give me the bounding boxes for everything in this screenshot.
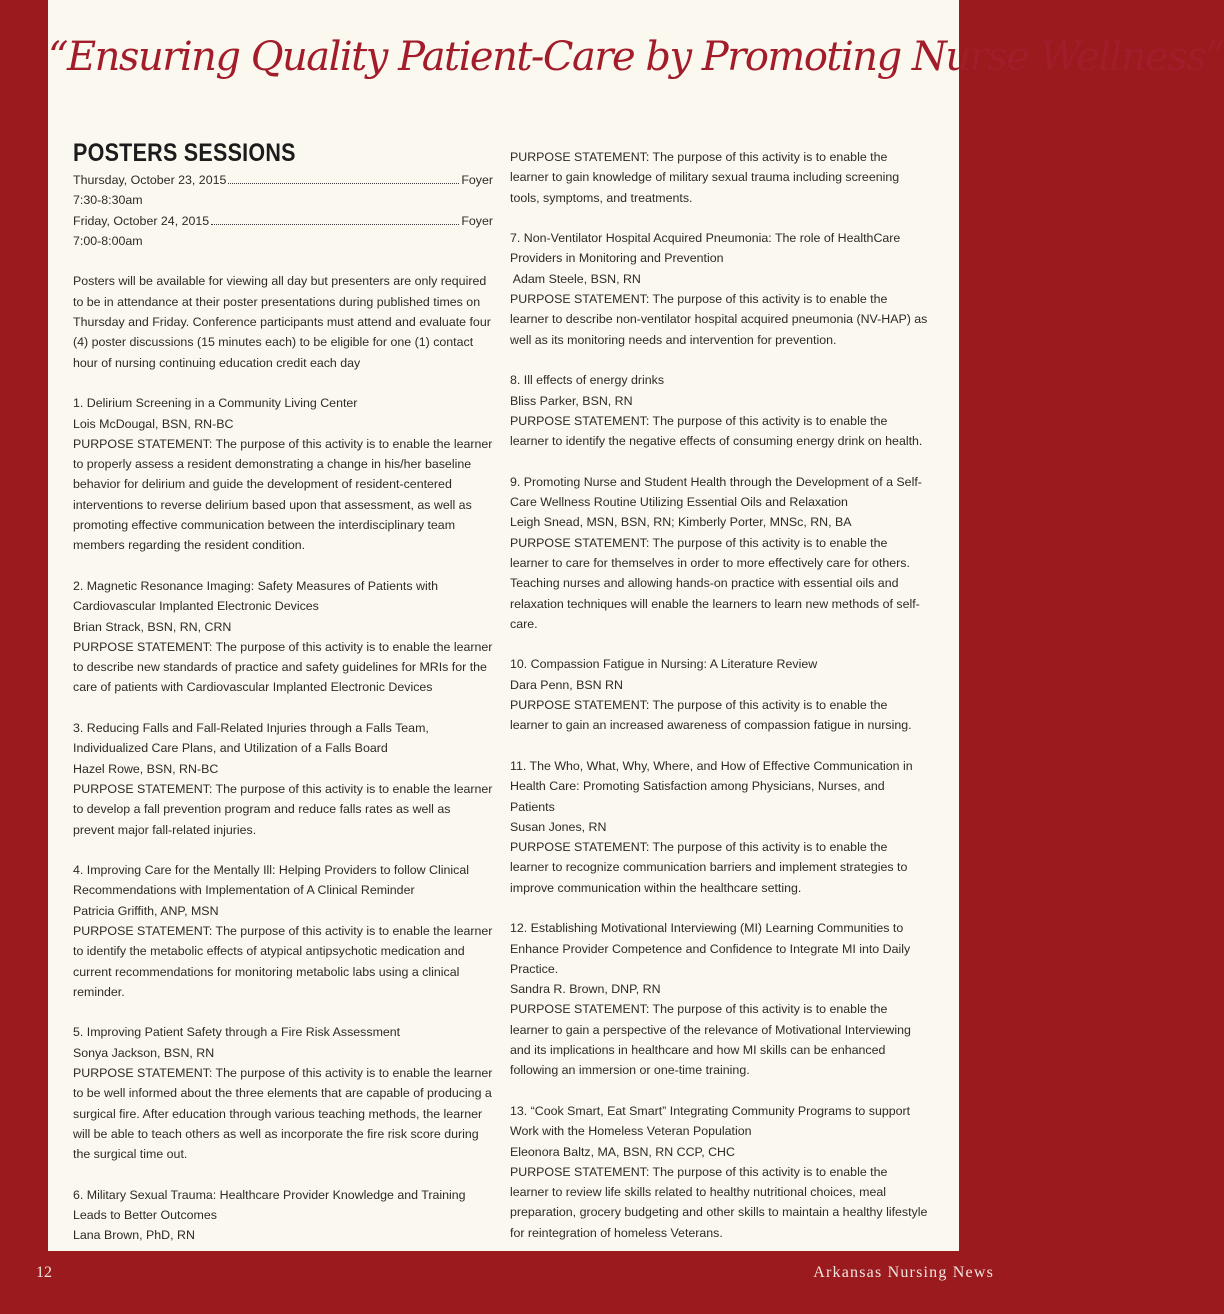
entry-purpose: PURPOSE STATEMENT: The purpose of this activity is to enable the learner to care for themselves in order to more effectively care for others. Teaching nurses and allowing hands-on practice with essential oils and relaxation techniques will enable the learners to learn new methods of self-care. [510,535,920,631]
poster-entry [73,860,493,1002]
entry-purpose: PURPOSE STATEMENT: The purpose of this activity is to enable the learner to describe non-ventilator hospital acquired pneumonia (NV-HAP) as well as its monitoring needs and intervention for prevention. [510,292,928,347]
entry-author: Brian Strack, BSN, RN, CRN [73,619,232,634]
poster-entry [73,1185,493,1246]
entry-title: 2. Magnetic Resonance Imaging: Safety Measures of Patients with Cardiovascular Implanted Electronic Devices [73,578,439,614]
schedule-row-friday [73,211,493,231]
entry-author: Leigh Snead, MSN, BSN, RN; Kimberly Porter, MNSc, RN, BA [510,515,852,530]
schedule-location: Foyer [461,173,493,187]
entry-author: Adam Steele, BSN, RN [510,271,641,286]
entry-title: 10. Compassion Fatigue in Nursing: A Literature Review [510,657,818,672]
left-entry-list [73,393,493,1245]
entry-author: Lana Brown, PhD, RN [73,1228,195,1243]
entry-purpose: PURPOSE STATEMENT: The purpose of this activity is to enable the learner to recognize communication barriers and implement strategies to improve communication within the healthcare setting. [510,840,908,895]
entry-author: Eleonora Baltz, MA, BSN, RN CCP, CHC [510,1144,735,1159]
poster-entry [510,147,928,208]
entry-author: Sandra R. Brown, DNP, RN [510,982,661,997]
schedule-time: 7:30-8:30am [73,193,143,208]
entry-purpose: PURPOSE STATEMENT: The purpose of this activity is to enable the learner to gain knowledge of military sexual trauma including screening tools, symptoms, and treatments. [510,150,900,205]
leader-dots [228,183,459,184]
entry-title: 13. “Cook Smart, Eat Smart” Integrating Community Programs to support Work with the Homeless Veteran Population [510,1103,911,1139]
left-column [73,138,493,1246]
entry-purpose: PURPOSE STATEMENT: The purpose of this activity is to enable the learner to properly assess a resident demonstrating a change in his/her baseline behavior for delirium and guide the development of resident-centered interventions to reverse delirium based upon that assessment, as well as promoting effective communication between the interdisciplinary team members regarding the resident condition. [73,436,493,553]
intro-paragraph: Posters will be available for viewing all day but presenters are only required to be in attendance at their poster presentations during published times on Thursday and Friday. Conference participants must attend and evaluate four (4) poster discussions (15 minutes each) to be eligible for one (1) contact hour of nursing continuing education credit each day [73,274,491,370]
poster-entry [73,718,493,840]
schedule-day: Friday, October 24, 2015 [73,213,210,228]
poster-entry [510,654,928,735]
entry-author: Bliss Parker, BSN, RN [510,393,633,408]
entry-title: 9. Promoting Nurse and Student Health through the Development of a Self-Care Wellness Routine Utilizing Essential Oils and Relaxation [510,474,922,510]
entry-author: Dara Penn, BSN RN [510,677,623,692]
schedule-location: Foyer [461,213,493,228]
entry-purpose: PURPOSE STATEMENT: The purpose of this activity is to enable the learner to gain a perspective of the relevance of Motivational Interviewing and its implications in healthcare and how MI skills can be enhanced following an immersion or one-time training. [510,1002,911,1078]
poster-entry [73,576,493,698]
entry-title: 5. Improving Patient Safety through a Fire Risk Assessment [73,1025,401,1040]
right-column [510,147,928,1243]
entry-purpose: PURPOSE STATEMENT: The purpose of this activity is to enable the learner to identify the negative effects of consuming energy drink on health. [510,413,923,449]
poster-entry [73,393,493,555]
right-entry-list [510,147,928,1243]
footer-bar [0,1251,1024,1314]
entry-purpose: PURPOSE STATEMENT: The purpose of this activity is to enable the learner to be well informed about the three elements that are capable of producing a surgical fire. After education through various teaching methods, the learner will be able to teach others as well as incorporate the fire risk score during the surgical time out. [73,1066,493,1162]
entry-title: 11. The Who, What, Why, Where, and How of Effective Communication in Health Care: Promoting Satisfaction among Physicians, Nurses, and Patients [510,758,913,814]
schedule-row-thursday [73,170,493,190]
entry-title: 12. Establishing Motivational Interviewing (MI) Learning Communities to Enhance Provider Competence and Confidence to Integrate MI into Daily Practice. [510,921,911,976]
banner-title: “Ensuring Quality Patient-Care by Promoting Nurse Wellness” [48,34,1224,80]
poster-entry [510,370,928,451]
poster-entry [510,756,928,898]
entry-title: 6. Military Sexual Trauma: Healthcare Provider Knowledge and Training Leads to Better Outcomes [73,1187,466,1223]
poster-entry [510,1101,928,1243]
entry-title: 4. Improving Care for the Mentally Ill: Helping Providers to follow Clinical Recommendations with Implementation of A Clinical Reminder [73,863,469,898]
entry-author: Hazel Rowe, BSN, RN-BC [73,761,219,776]
entry-title: 1. Delirium Screening in a Community Living Center [73,396,358,411]
entry-author: Lois McDougal, BSN, RN-BC [73,416,234,431]
poster-entry [510,228,928,350]
entry-title: 8. Ill effects of energy drinks [510,373,665,388]
entry-author: Patricia Griffith, ANP, MSN [73,903,219,918]
section-heading: POSTERS SESSIONS [73,139,296,167]
schedule-day: Thursday, October 23, 2015 [73,173,227,187]
entry-purpose: PURPOSE STATEMENT: The purpose of this activity is to enable the learner to review life skills related to healthy nutritional choices, meal preparation, grocery budgeting and other skills to maintain a healthy lifestyle for reintegration of homeless Veterans. [510,1164,928,1240]
entry-title: 7. Non-Ventilator Hospital Acquired Pneumonia: The role of HealthCare Providers in Monitoring and Prevention [510,231,901,266]
entry-purpose: PURPOSE STATEMENT: The purpose of this activity is to enable the learner to identify the metabolic effects of atypical antipsychotic medication and current recommendations for monitoring metabolic labs using a clinical reminder. [73,923,493,999]
entry-title: 3. Reducing Falls and Fall-Related Injuries through a Falls Team, Individualized Care Plans, and Utilization of a Falls Board [73,721,429,756]
entry-purpose: PURPOSE STATEMENT: The purpose of this activity is to enable the learner to develop a fall prevention program and reduce falls rates as well as prevent major fall-related injuries. [73,781,493,837]
entry-purpose: PURPOSE STATEMENT: The purpose of this activity is to enable the learner to gain an increased awareness of compassion fatigue in nursing. [510,698,912,733]
entry-purpose: PURPOSE STATEMENT: The purpose of this activity is to enable the learner to describe new standards of practice and safety guidelines for MRIs for the care of patients with Cardiovascular Implanted Electronic Devices [73,639,493,695]
poster-entry [510,918,928,1080]
entry-author: Susan Jones, RN [510,819,607,834]
leader-dots [211,224,459,225]
page-sheet [48,0,1224,1251]
page-number: 12 [36,1264,52,1281]
publication-name: Arkansas Nursing News [813,1264,994,1281]
poster-entry [73,1022,493,1164]
entry-author: Sonya Jackson, BSN, RN [73,1045,215,1060]
poster-entry [510,472,928,634]
schedule-time: 7:00-8:00am [73,233,143,248]
